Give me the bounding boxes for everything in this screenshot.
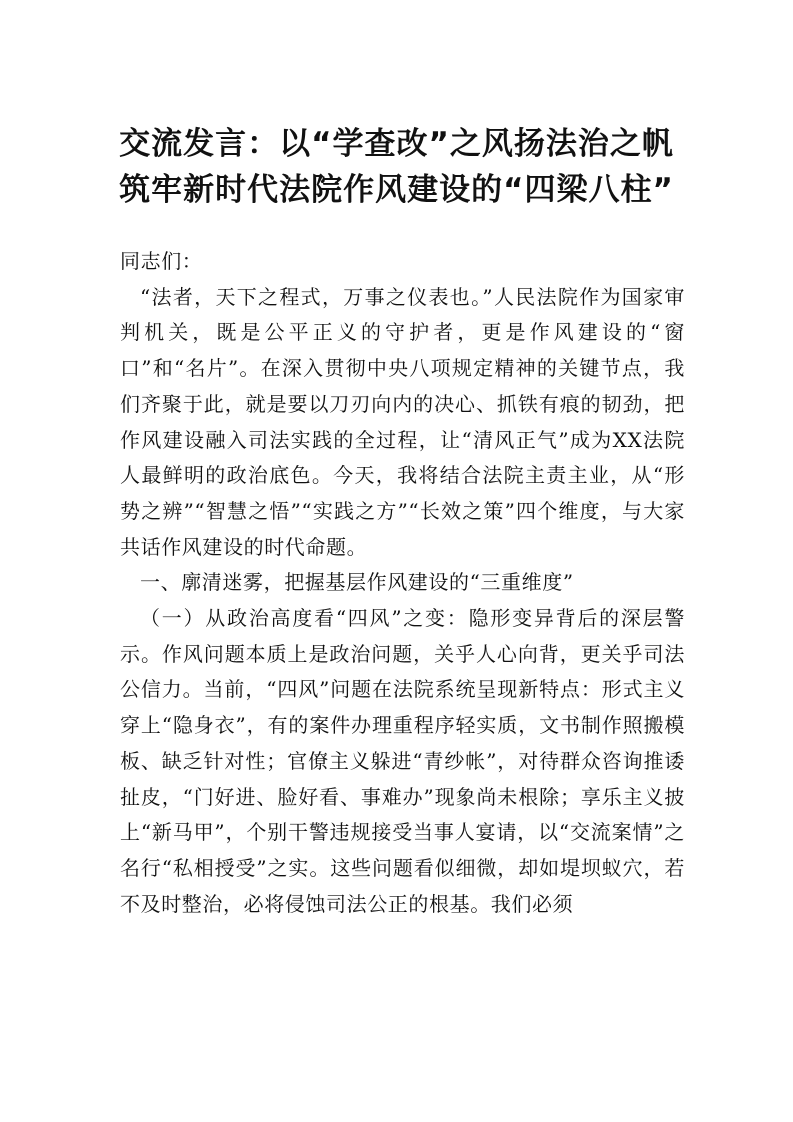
document-title-line-1: 交流发言：以“学查改”之风扬法治之帆 — [119, 126, 674, 162]
paragraph-intro: “法者，天下之程式，万事之仪表也。”人民法院作为国家审判机关，既是公平正义的守护者，更是作风建设的“窗口”和“名片”。在深入贯彻中央八项规定精神的关键节点，我们齐聚于此，就是要以刀刃向内的决心、抓铁有痕的韧劲，把作风建设融入司法实践的全过程，让“清风正气”成为XX法院人最鲜明的政治底色。今天，我将结合法院主责主业，从“形势之辨”“智慧之悟”“实践之方”“长效之策”四个维度，与大家共话作风建设的时代命题。 — [120, 284, 685, 559]
document-title-line-2: 筑牢新时代法院作风建设的“四梁八柱” — [119, 172, 674, 208]
section-heading-1: 一、廓清迷雾，把握基层作风建设的“三重维度” — [140, 570, 574, 595]
paragraph-subsection-1: （一）从政治高度看“四风”之变：隐形变异背后的深层警示。作风问题本质上是政治问题，关乎人心向背，更关乎司法公信力。当前，“四风”问题在法院系统呈现新特点：形式主义穿上“隐身衣”，有的案件办理重程序轻实质，文书制作照搬模板、缺乏针对性；官僚主义躲进“青纱帐”，对待群众咨询推诿扯皮，“门好进、脸好看、事难办”现象尚未根除；享乐主义披上“新马甲”，个别干警违规接受当事人宴请，以“交流案情”之名行“私相授受”之实。这些问题看似细微，却如堤坝蚁穴，若不及时整治，必将侵蚀司法公正的根基。我们必须 — [120, 606, 685, 916]
salutation: 同志们： — [120, 249, 203, 273]
document-body — [120, 244, 685, 922]
